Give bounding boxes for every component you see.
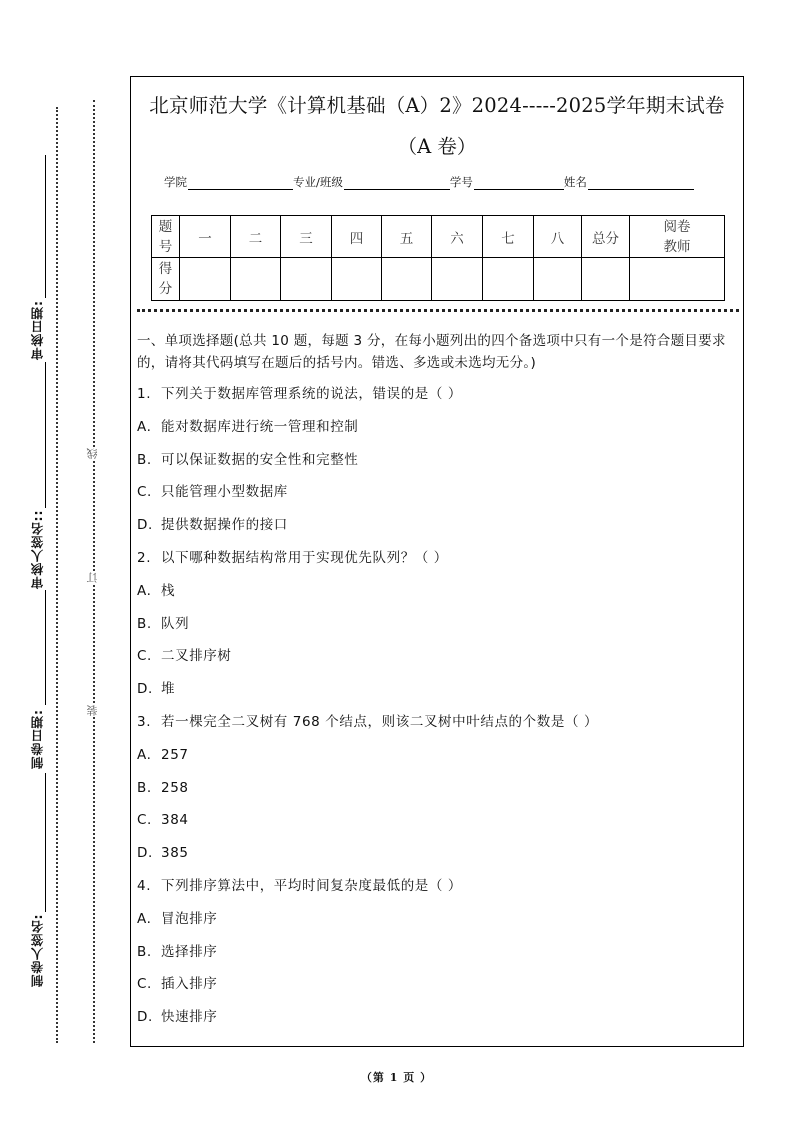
maker-date-label: 制卷日期:	[28, 705, 48, 773]
column-header: 一	[180, 216, 231, 258]
header-char: 分	[158, 281, 173, 297]
option-text: 二叉排序树	[161, 648, 232, 665]
college-field[interactable]	[188, 177, 293, 190]
option-text: 堆	[161, 681, 176, 698]
option-text: 栈	[161, 582, 176, 599]
exam-subtitle: （A 卷）	[397, 135, 477, 158]
major-class-field[interactable]	[344, 177, 450, 190]
score-table-header-row	[152, 216, 725, 258]
option-3a[interactable]	[137, 744, 737, 777]
question-3	[137, 711, 737, 744]
option-key: C.	[137, 648, 152, 665]
section-heading: 一、单项选择题(总共 10 题，每题 3 分，在每小题列出的四个备选项中只有一个是符合题目要求的，请将其代码填写在题后的括号内。错选、多选或未选均无分。)	[137, 333, 726, 371]
option-text: 257	[161, 746, 189, 763]
score-table	[151, 215, 725, 301]
cut-mark-line: 线	[86, 448, 99, 459]
maker-signature-label: 制卷人签名:	[28, 912, 48, 988]
option-key: D.	[137, 517, 153, 534]
signature-line	[45, 155, 46, 298]
option-key: A.	[137, 910, 152, 927]
binding-dotted-line-inner	[56, 107, 58, 1043]
header-char: 教师	[663, 238, 691, 255]
score-cell-2[interactable]	[231, 258, 281, 301]
question-text: 下列关于数据库管理系统的说法，错误的是（ ）	[161, 386, 462, 402]
option-text: 能对数据库进行统一管理和控制	[161, 418, 359, 435]
header-char: 号	[158, 238, 173, 255]
option-key: B.	[137, 779, 152, 796]
column-header: 二	[231, 216, 281, 258]
column-header: 四	[332, 216, 382, 258]
reviewer-signature-label: 审核人签名::	[28, 508, 48, 590]
grader-header	[630, 216, 725, 258]
signature-line	[45, 362, 46, 508]
name-label: 姓名	[563, 175, 587, 189]
option-key: C.	[137, 812, 152, 829]
signature-line	[45, 773, 46, 912]
option-key: D.	[137, 845, 153, 862]
question-1	[137, 383, 737, 416]
option-text: 258	[161, 779, 189, 796]
option-text: 插入排序	[161, 976, 218, 993]
score-cell-6[interactable]	[432, 258, 483, 301]
question-number: 1.	[137, 386, 152, 402]
option-4a[interactable]	[137, 908, 737, 941]
exam-title: 北京师范大学《计算机基础（A）2》2024-----2025学年期末试卷	[149, 94, 725, 117]
total-score-header: 总分	[582, 216, 630, 258]
question-text: 以下哪种数据结构常用于实现优先队列？（ ）	[161, 549, 448, 566]
option-key: B.	[137, 943, 152, 960]
option-text: 冒泡排序	[161, 910, 218, 927]
score-cell-4[interactable]	[332, 258, 382, 301]
header-char: 阅卷	[663, 218, 691, 235]
score-cell-7[interactable]	[483, 258, 534, 301]
option-4c[interactable]	[137, 973, 737, 1006]
option-1a[interactable]	[137, 416, 737, 449]
header-char: 得	[158, 261, 173, 277]
option-1b[interactable]	[137, 449, 737, 482]
score-row-header	[152, 258, 180, 301]
option-1d[interactable]	[137, 514, 737, 547]
column-header: 五	[382, 216, 432, 258]
option-4b[interactable]	[137, 941, 737, 974]
student-id-label: 学号	[449, 175, 473, 189]
score-cell-8[interactable]	[534, 258, 582, 301]
option-key: B.	[137, 615, 152, 632]
question-text: 下列排序算法中，平均时间复杂度最低的是（ ）	[161, 877, 462, 894]
option-text: 只能管理小型数据库	[161, 484, 288, 501]
major-class-label: 专业/班级	[293, 175, 343, 189]
page-number: （第 1 页 ）	[360, 1071, 433, 1084]
score-cell-1[interactable]	[180, 258, 231, 301]
option-text: 队列	[161, 615, 190, 632]
cut-mark-fold: 装	[86, 705, 99, 716]
option-2d[interactable]	[137, 678, 737, 711]
header-char: 题	[158, 218, 173, 235]
column-header: 八	[534, 216, 582, 258]
option-key: A.	[137, 746, 152, 763]
student-info-row	[164, 174, 694, 190]
option-key: A.	[137, 582, 152, 599]
name-field[interactable]	[588, 177, 694, 190]
signature-line	[45, 590, 46, 705]
score-table-score-row	[152, 258, 725, 301]
exam-paper-frame	[130, 76, 744, 1047]
question-number: 2.	[137, 549, 152, 566]
option-text: 385	[161, 845, 189, 862]
question-2	[137, 547, 737, 580]
option-1c[interactable]	[137, 481, 737, 514]
option-text: 选择排序	[161, 943, 218, 960]
option-key: A.	[137, 418, 152, 435]
grader-cell[interactable]	[630, 258, 725, 301]
option-3d[interactable]	[137, 842, 737, 875]
total-score-cell[interactable]	[582, 258, 630, 301]
question-number: 4.	[137, 877, 152, 894]
review-date-label: 审核日期:	[28, 298, 48, 362]
option-2a[interactable]	[137, 580, 737, 613]
cut-mark-bind: 订	[86, 572, 99, 583]
option-text: 可以保证数据的安全性和完整性	[161, 451, 359, 468]
question-number: 3.	[137, 713, 152, 730]
college-label: 学院	[164, 175, 187, 189]
option-key: C.	[137, 976, 152, 993]
option-2b[interactable]	[137, 613, 737, 646]
student-id-field[interactable]	[474, 177, 564, 190]
question-text: 若一棵完全二叉树有 768 个结点，则该二叉树中叶结点的个数是（ ）	[161, 713, 599, 730]
option-text: 快速排序	[161, 1009, 218, 1026]
option-2c[interactable]	[137, 645, 737, 678]
question-number-header	[152, 216, 180, 258]
column-header: 六	[432, 216, 483, 258]
option-key: C.	[137, 484, 152, 501]
column-header: 三	[281, 216, 332, 258]
option-text: 提供数据操作的接口	[161, 517, 288, 534]
option-key: D.	[137, 681, 153, 698]
option-3b[interactable]	[137, 777, 737, 810]
option-3c[interactable]	[137, 809, 737, 842]
exam-content	[137, 330, 737, 1039]
option-4d[interactable]	[137, 1006, 737, 1039]
section-separator	[137, 309, 739, 312]
question-4	[137, 875, 737, 908]
option-text: 384	[161, 812, 189, 829]
option-key: B.	[137, 451, 152, 468]
option-key: D.	[137, 1009, 153, 1026]
score-cell-3[interactable]	[281, 258, 332, 301]
score-cell-5[interactable]	[382, 258, 432, 301]
column-header: 七	[483, 216, 534, 258]
